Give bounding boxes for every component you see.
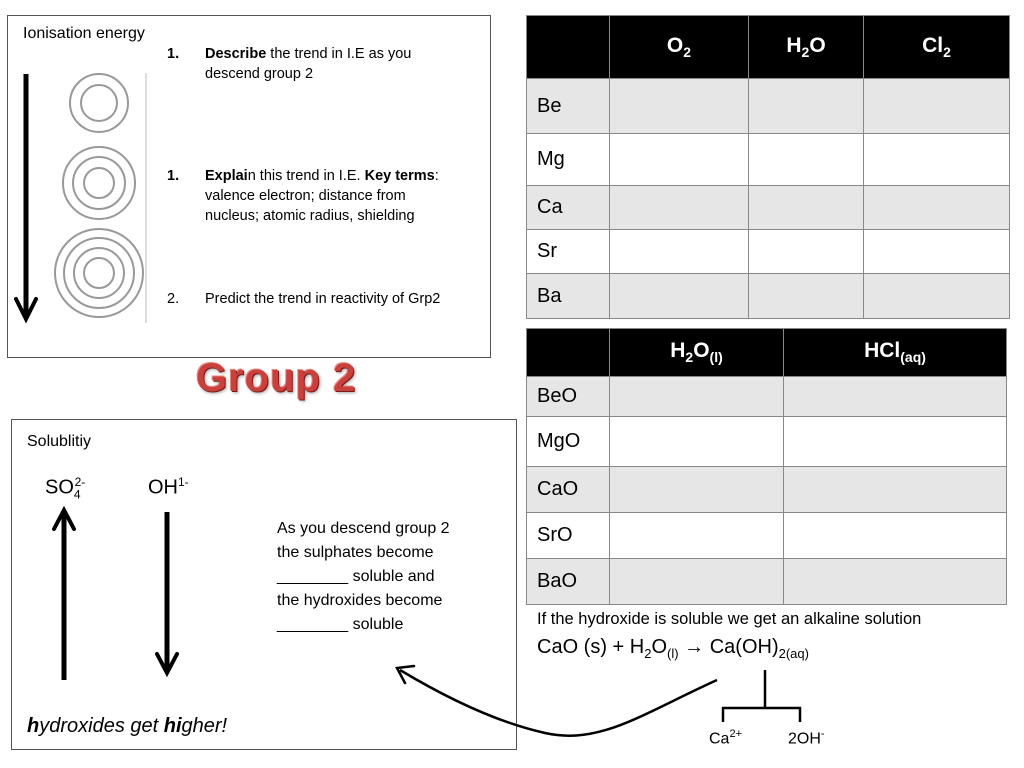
hydroxide-label: $OH^{1-}$	[148, 475, 189, 499]
row-label: Sr	[527, 230, 610, 274]
row-label: Mg	[527, 134, 610, 186]
header-hcl: HCl$_{(aq)}$	[784, 329, 1007, 377]
reaction-equation: CaO $(s) + H_2O_{(l)} \to Ca(OH)_{2(aq)}$	[537, 636, 809, 661]
sulfate-label: $SO_4^{2-}$	[45, 475, 86, 502]
header-water: $H_2O_{(l)}$	[610, 329, 784, 377]
header-o2: $O_2$	[610, 16, 749, 79]
row-label: BaO	[527, 559, 610, 605]
question-number: 2.	[167, 291, 180, 307]
ionisation-energy-title: Ionisation energy	[23, 25, 145, 42]
question-predict: 2. Predict the trend in reactivity of Grp2	[167, 291, 441, 307]
header-cl2: $Cl_2$	[864, 16, 1010, 79]
solubility-trend-text: As you descend group 2 the sulphates become ________ soluble and the hydroxides become ________ soluble	[277, 520, 450, 633]
row-label: Ca	[527, 186, 610, 230]
question-number: 1.	[167, 168, 180, 184]
row-label: Ba	[527, 274, 610, 319]
row-label: CaO	[527, 467, 610, 513]
solubility-title: Solublitiy	[27, 433, 92, 450]
describe-keyword: Describe	[205, 46, 267, 62]
calcium-ion-label: $Ca^{2+}$	[709, 728, 742, 748]
mnemonic-text: hydroxides get higher!	[27, 715, 228, 737]
row-label: BeO	[527, 377, 610, 417]
hydroxide-ion-label: 2OH-	[788, 728, 825, 748]
question-number: 1.	[167, 46, 180, 62]
question-describe: 1. Describe the trend in I.E as you descend group 2	[167, 46, 412, 82]
alkaline-note: If the hydroxide is soluble we get an alkaline solution	[537, 610, 922, 628]
header-h2o: $H_2O$	[749, 16, 864, 79]
group-2-heading: Group 2	[196, 356, 357, 400]
row-label: SrO	[527, 513, 610, 559]
row-label: MgO	[527, 417, 610, 467]
row-label: Be	[527, 79, 610, 134]
question-explain: 1. Explain this trend in I.E. Key terms: valence electron; distance from nucleus; atomic radius, shielding	[167, 168, 439, 224]
